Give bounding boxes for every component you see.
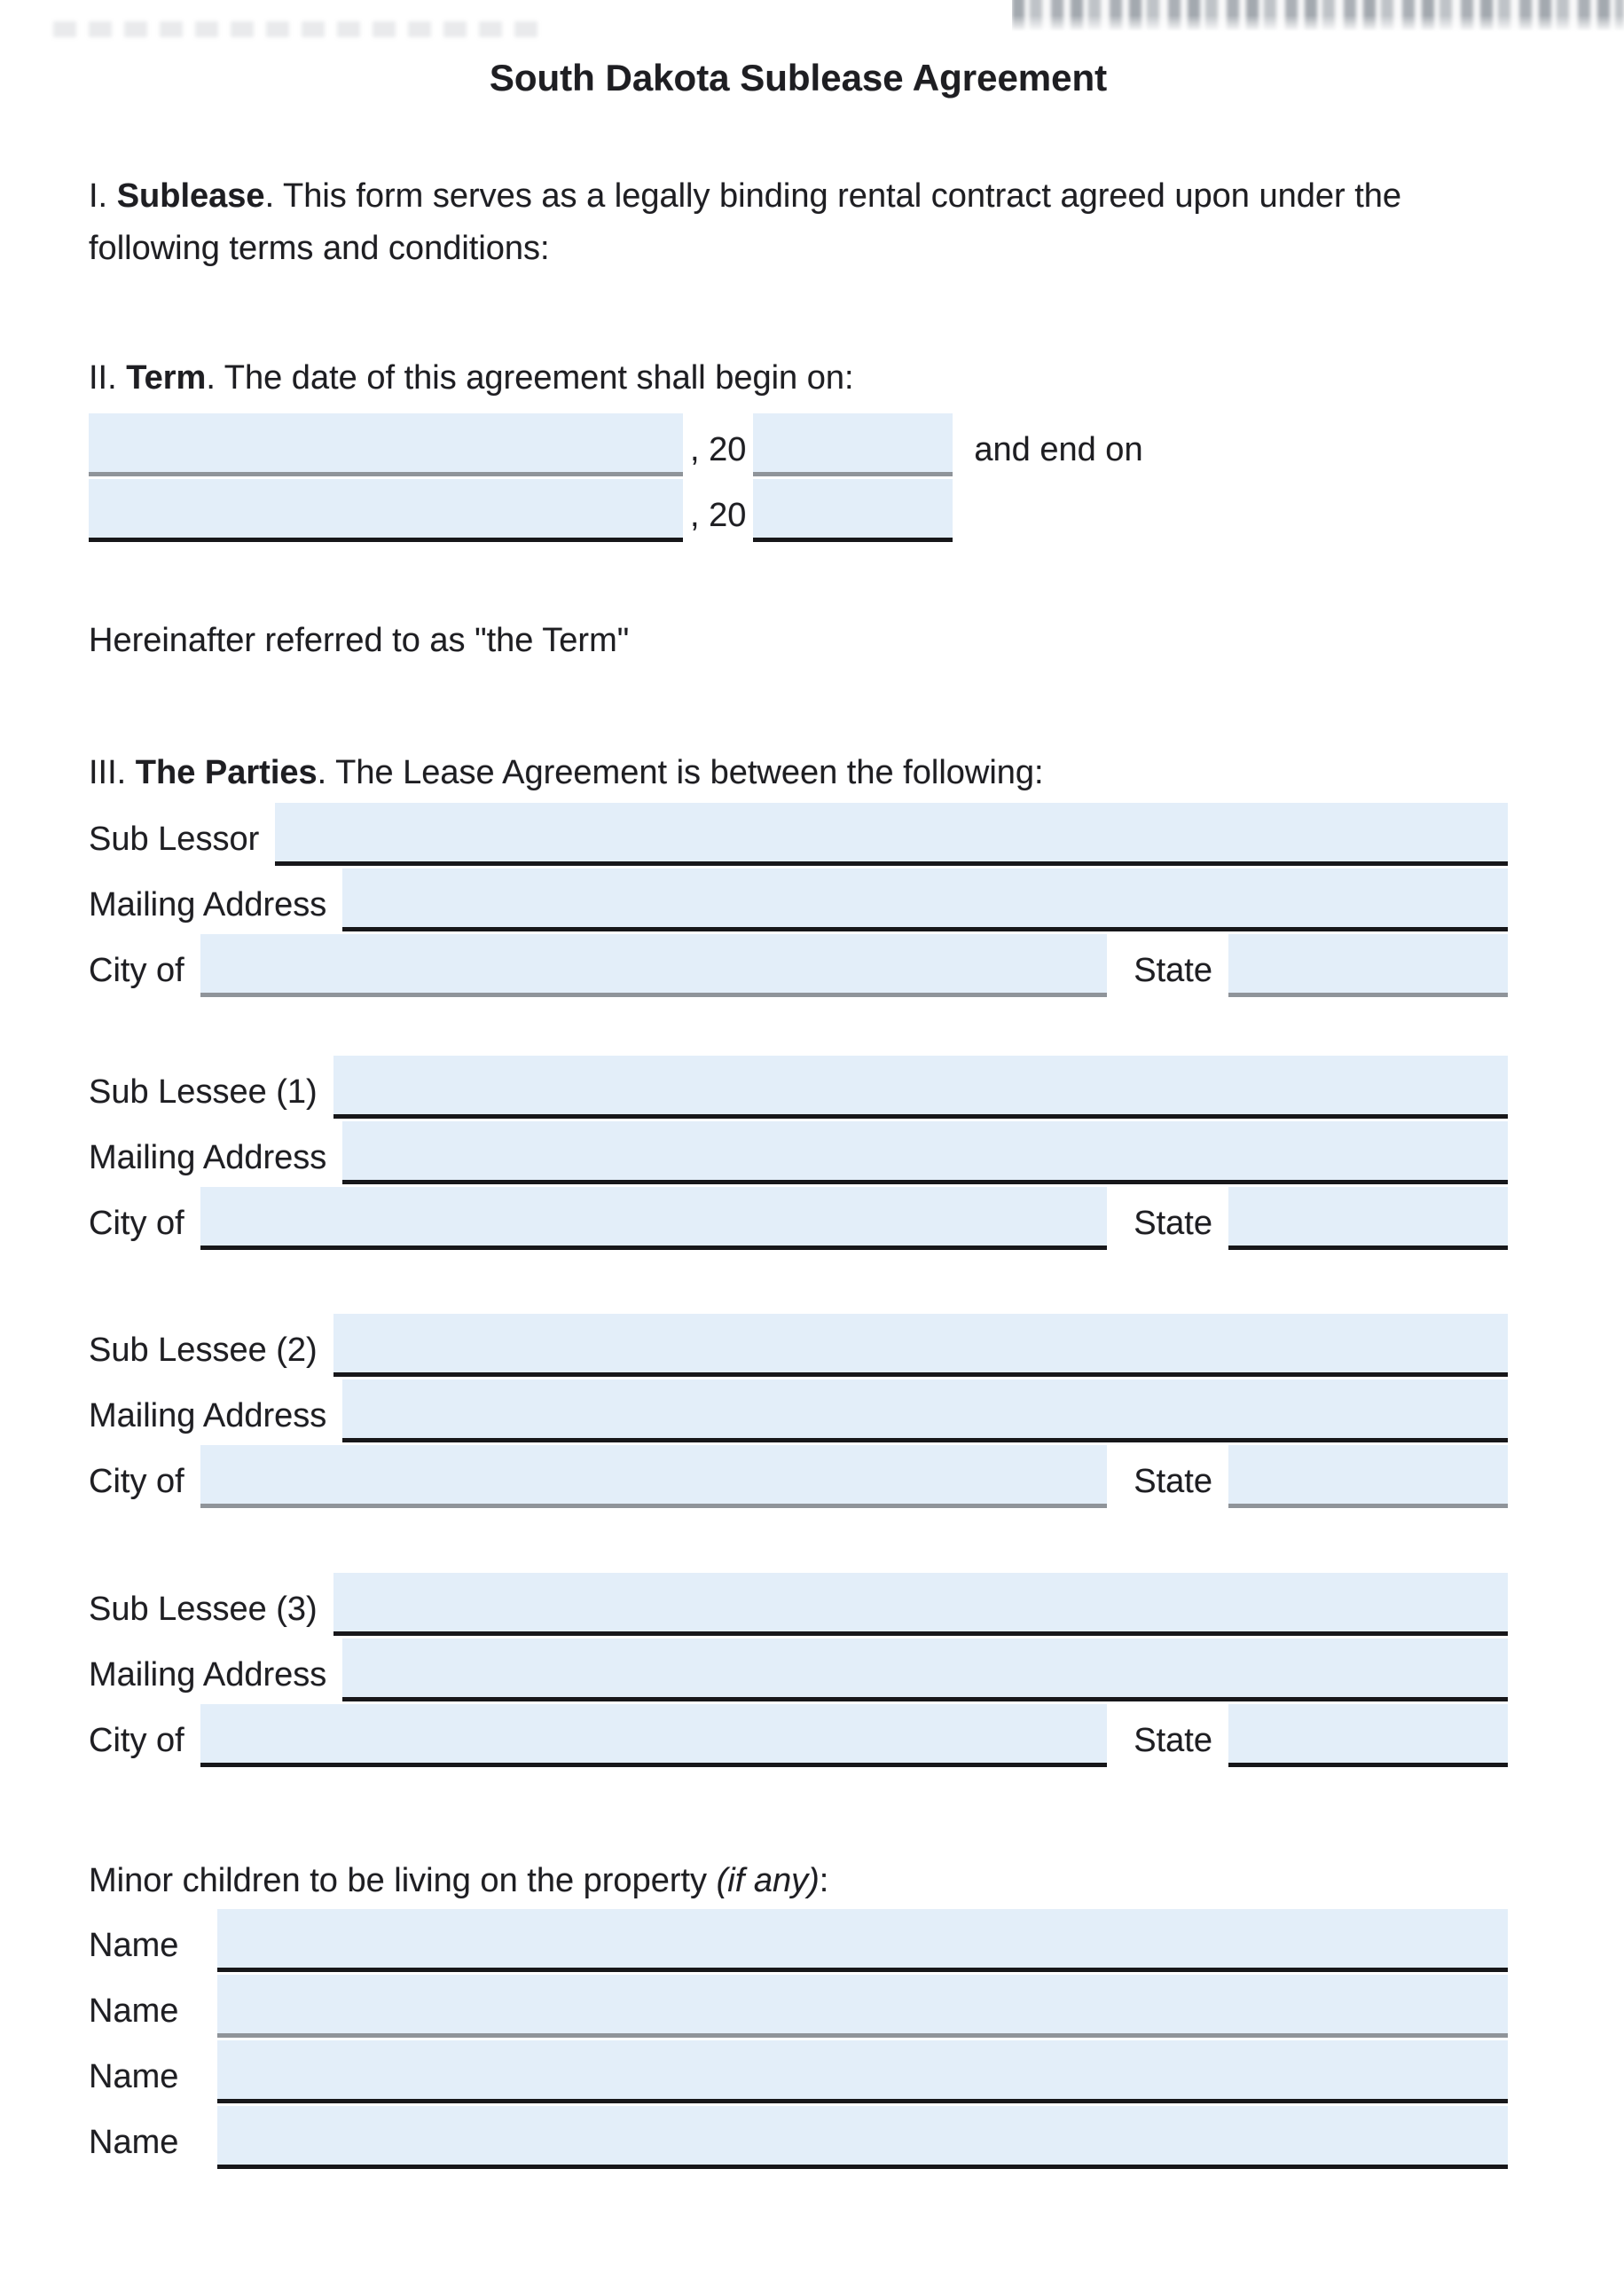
sub-lessee-1-city-field[interactable] — [200, 1187, 1108, 1250]
sub-lessee-3-label: Sub Lessee (3) — [89, 1591, 318, 1628]
sub-lessee-2-state-label: State — [1134, 1463, 1212, 1500]
city-state-row — [89, 1445, 1508, 1508]
sub-lessee-2-name-field[interactable] — [333, 1314, 1508, 1377]
mailing-address-row — [89, 1638, 1508, 1701]
child-2-name-label: Name — [89, 1992, 179, 2030]
section-term-heading — [89, 352, 1490, 405]
sub-lessee-2-mailing-label: Mailing Address — [89, 1397, 327, 1434]
minor-children-rows — [89, 1909, 1508, 2169]
child-3-name-field[interactable] — [217, 2040, 1508, 2103]
party-name-row — [89, 803, 1508, 866]
sub-lessor-mailing-label: Mailing Address — [89, 886, 327, 923]
party-group-sub-lessee-1 — [89, 1056, 1508, 1250]
section-parties-heading — [89, 747, 1490, 799]
sub-lessee-1-state-field[interactable] — [1228, 1187, 1508, 1250]
sub-lessee-1-name-field[interactable] — [333, 1056, 1508, 1119]
term-begin-year-prefix: , 20 — [690, 431, 747, 468]
child-name-row — [89, 2040, 1508, 2103]
term-end-date-field[interactable] — [89, 479, 683, 542]
minor-children-heading — [89, 1855, 1490, 1907]
party-group-sub-lessor — [89, 803, 1508, 997]
city-state-row — [89, 1187, 1508, 1250]
term-begin-date-field[interactable] — [89, 413, 683, 476]
child-name-row — [89, 2106, 1508, 2169]
sub-lessee-2-mailing-address-field[interactable] — [342, 1379, 1508, 1442]
section-sublease-name: Sublease — [116, 177, 265, 215]
sub-lessor-name-field[interactable] — [275, 803, 1508, 866]
term-begin-row — [89, 413, 1508, 476]
sub-lessee-3-state-field[interactable] — [1228, 1704, 1508, 1767]
sub-lessor-mailing-address-field[interactable] — [342, 868, 1508, 931]
page-title: South Dakota Sublease Agreement — [489, 57, 1108, 98]
child-name-row — [89, 1975, 1508, 2038]
mailing-address-row — [89, 868, 1508, 931]
sub-lessee-3-mailing-label: Mailing Address — [89, 1656, 327, 1693]
child-name-row — [89, 1909, 1508, 1972]
term-end-year-field[interactable] — [753, 479, 953, 542]
term-end-row — [89, 479, 1508, 542]
party-name-row — [89, 1056, 1508, 1119]
city-state-row — [89, 934, 1508, 997]
party-name-row — [89, 1573, 1508, 1636]
party-group-sub-lessee-3 — [89, 1573, 1508, 1767]
scan-artifact-top-right — [1012, 0, 1624, 32]
sub-lessee-2-state-field[interactable] — [1228, 1445, 1508, 1508]
sub-lessee-2-label: Sub Lessee (2) — [89, 1332, 318, 1369]
section-term-name: Term — [126, 359, 207, 397]
section-parties-name: The Parties — [135, 754, 318, 791]
sub-lessee-1-state-label: State — [1134, 1205, 1212, 1242]
term-note: Hereinafter referred to as "the Term" — [89, 622, 630, 659]
party-name-row — [89, 1314, 1508, 1377]
sub-lessee-3-mailing-address-field[interactable] — [342, 1638, 1508, 1701]
child-3-name-label: Name — [89, 2058, 179, 2095]
sub-lessee-3-city-field[interactable] — [200, 1704, 1108, 1767]
minor-children-heading-text: Minor children to be living on the property — [89, 1862, 717, 1899]
section-term-numeral: II. — [89, 359, 127, 397]
sub-lessor-state-field[interactable] — [1228, 934, 1508, 997]
sub-lessee-1-label: Sub Lessee (1) — [89, 1073, 318, 1111]
section-parties-text: . The Lease Agreement is between the following: — [317, 754, 1044, 791]
sub-lessor-state-label: State — [1134, 952, 1212, 989]
section-parties-numeral: III. — [89, 754, 136, 791]
sub-lessee-2-city-label: City of — [89, 1463, 184, 1500]
minor-children-heading-colon: : — [819, 1862, 829, 1899]
sub-lessee-3-city-label: City of — [89, 1722, 184, 1759]
mailing-address-row — [89, 1121, 1508, 1184]
sub-lessee-1-city-label: City of — [89, 1205, 184, 1242]
sub-lessee-3-name-field[interactable] — [333, 1573, 1508, 1636]
term-end-year-prefix: , 20 — [690, 497, 747, 534]
section-sublease-text: . This form serves as a legally binding rental contract agreed upon under the following terms and conditions: — [89, 177, 1402, 267]
mailing-address-row — [89, 1379, 1508, 1442]
sub-lessee-1-mailing-address-field[interactable] — [342, 1121, 1508, 1184]
sub-lessee-1-mailing-label: Mailing Address — [89, 1139, 327, 1176]
child-4-name-label: Name — [89, 2124, 179, 2161]
sub-lessor-city-field[interactable] — [200, 934, 1108, 997]
section-term-text: . The date of this agreement shall begin on: — [206, 359, 854, 397]
child-4-name-field[interactable] — [217, 2106, 1508, 2169]
child-2-name-field[interactable] — [217, 1975, 1508, 2038]
section-sublease-heading — [89, 170, 1490, 275]
sub-lessee-3-state-label: State — [1134, 1722, 1212, 1759]
section-sublease-numeral: I. — [89, 177, 117, 215]
sub-lessor-city-label: City of — [89, 952, 184, 989]
minor-children-heading-italic: (if any) — [716, 1862, 820, 1899]
child-1-name-field[interactable] — [217, 1909, 1508, 1972]
sub-lessee-2-city-field[interactable] — [200, 1445, 1108, 1508]
city-state-row — [89, 1704, 1508, 1767]
child-1-name-label: Name — [89, 1927, 179, 1964]
term-begin-year-field[interactable] — [753, 413, 953, 476]
scan-artifact-top-left — [53, 21, 550, 37]
party-group-sub-lessee-2 — [89, 1314, 1508, 1508]
sub-lessor-label: Sub Lessor — [89, 821, 260, 858]
term-and-end-on-label: and end on — [974, 431, 1143, 468]
